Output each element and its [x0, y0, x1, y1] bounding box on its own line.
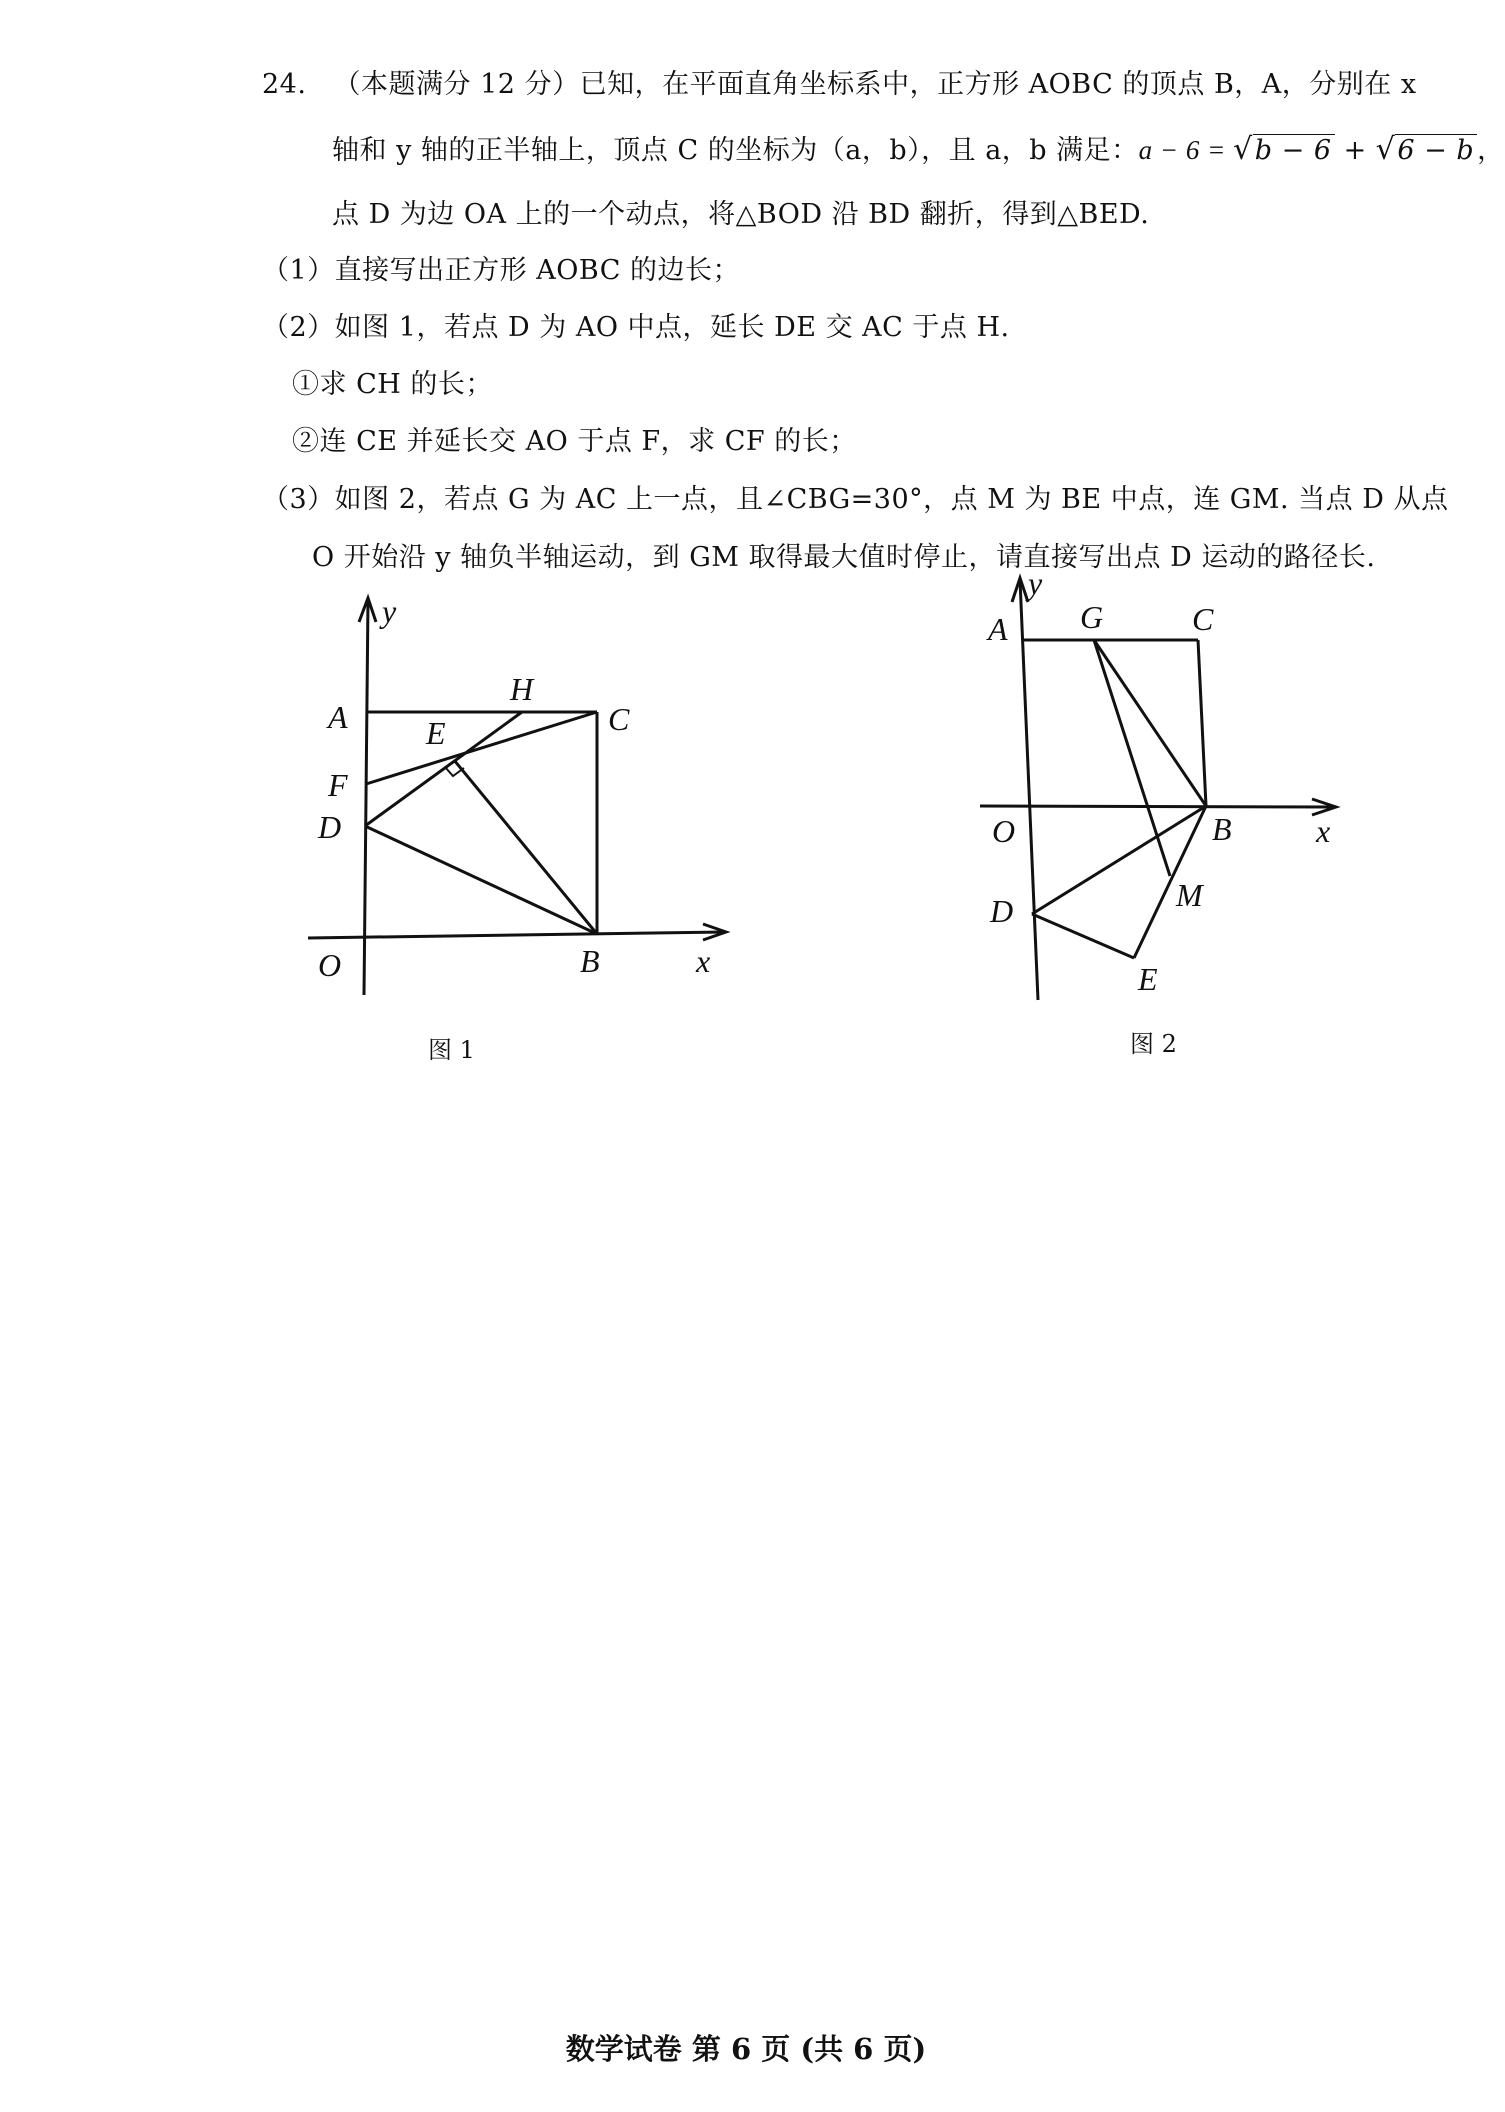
fig2-label-A: A	[988, 611, 1008, 647]
fig2-y-axis	[1020, 580, 1038, 1000]
fig1-caption: 图 1	[428, 1036, 475, 1064]
problem-line2-text: 轴和 y 轴的正半轴上，顶点 C 的坐标为（a，b），且 a，b 满足：	[332, 135, 1139, 166]
fig2-label-C: C	[1192, 601, 1214, 637]
fig1-label-E: E	[426, 715, 446, 751]
fig2-label-E: E	[1138, 961, 1158, 997]
fig2-caption: 图 2	[1130, 1030, 1177, 1058]
fig1-segment-DB	[365, 826, 597, 934]
part-2-sub-1: ①求 CH 的长；	[292, 369, 493, 400]
part-2-sub-2: ②连 CE 并延长交 AO 于点 F，求 CF 的长；	[292, 426, 857, 457]
fig1-segment-EB	[454, 760, 597, 934]
sqrt-symbol: √	[1375, 132, 1396, 167]
figure-1	[290, 580, 750, 1080]
fig1-x-axis	[308, 932, 725, 938]
fig1-label-C: C	[608, 701, 630, 737]
problem-header-line	[262, 62, 1417, 101]
problem-line-3: 点 D 为边 OA 上的一个动点，将△BOD 沿 BD 翻折，得到△BED.	[332, 199, 1150, 230]
fig2-label-x: x	[1316, 813, 1331, 849]
equation-sqrt-2: 6 − b	[1395, 134, 1477, 166]
fig2-label-O: O	[992, 813, 1016, 849]
fig1-label-A: A	[328, 699, 348, 735]
fig1-label-x: x	[696, 943, 711, 979]
fig2-segment-GB	[1094, 640, 1206, 806]
fig2-label-G: G	[1080, 599, 1104, 635]
part-2: （2）如图 1，若点 D 为 AO 中点，延长 DE 交 AC 于点 H.	[262, 312, 1010, 343]
fig2-segment-DE	[1032, 914, 1134, 958]
problem-header: （本题满分 12 分）已知，在平面直角坐标系中，正方形 AOBC 的顶点 B，A，分别在 x	[333, 69, 1417, 100]
fig1-label-y: y	[382, 593, 397, 629]
fig2-segment-CB	[1198, 640, 1206, 806]
fig1-label-O: O	[318, 947, 342, 983]
fig2-label-M: M	[1176, 877, 1203, 913]
fig1-label-D: D	[318, 809, 342, 845]
fig1-label-B: B	[580, 943, 600, 979]
fig1-label-F: F	[328, 767, 348, 803]
fig2-x-axis	[980, 806, 1335, 807]
fig1-label-H: H	[510, 671, 534, 707]
page-footer: 数学试卷 第 6 页 (共 6 页)	[565, 2032, 927, 2066]
part-1: （1）直接写出正方形 AOBC 的边长；	[262, 255, 740, 286]
equation-plus: +	[1334, 135, 1376, 166]
equation-sqrt-1: b − 6	[1253, 134, 1335, 166]
figure-2	[960, 565, 1360, 1075]
problem-line-2	[332, 128, 1505, 167]
fig2-segment-GM	[1094, 640, 1170, 876]
fig2-label-B: B	[1212, 811, 1232, 847]
fig2-label-D: D	[990, 893, 1014, 929]
fig1-segment-FC	[366, 712, 597, 784]
fig2-label-y: y	[1028, 565, 1043, 601]
equation-left: a − 6 =	[1138, 135, 1234, 165]
part-3-line-1: （3）如图 2，若点 G 为 AC 上一点，且∠CBG=30°，点 M 为 BE 中点，连 GM. 当点 D 从点	[262, 484, 1449, 515]
part-3-line-2: O 开始沿 y 轴负半轴运动，到 GM 取得最大值时停止，请直接写出点 D 运动的路径长.	[312, 542, 1376, 573]
sqrt-symbol: √	[1233, 132, 1253, 167]
problem-number: 24.	[262, 69, 307, 100]
equation-end: ，	[1477, 135, 1505, 166]
